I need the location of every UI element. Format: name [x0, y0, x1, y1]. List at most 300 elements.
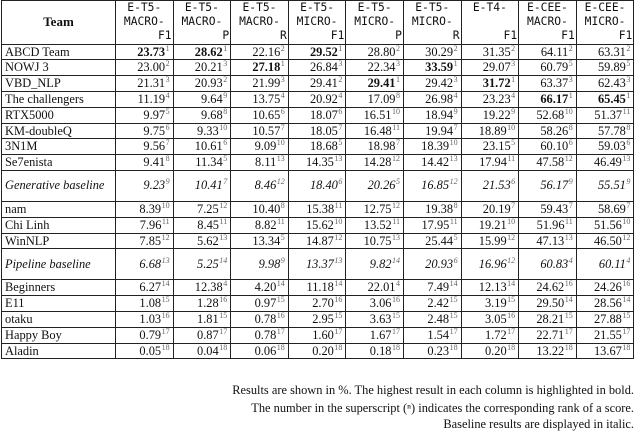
score-value: 0.06 — [254, 343, 277, 358]
score-cell — [288, 233, 346, 249]
team-name: Aladin — [2, 343, 116, 359]
score-cell — [173, 311, 231, 327]
score-value: 24.62 — [536, 280, 565, 295]
rank-superscript: 11 — [449, 217, 458, 226]
score-value: 4.20 — [254, 280, 277, 295]
rank-superscript: 16 — [391, 295, 400, 305]
score-value: 56.17 — [540, 178, 569, 193]
score-cell — [116, 60, 174, 76]
team-name: WinNLP — [2, 233, 116, 249]
rank-superscript: 14 — [391, 255, 400, 265]
rank-superscript: 1 — [568, 91, 573, 100]
score-value: 57.78 — [597, 123, 626, 138]
score-cell — [576, 123, 634, 139]
score-value: 16.48 — [363, 123, 392, 138]
rank-superscript: 3 — [165, 75, 170, 85]
score-value: 27.18 — [252, 60, 281, 75]
rank-superscript: 13 — [391, 233, 400, 242]
score-cell — [403, 76, 461, 92]
rank-superscript: 4 — [568, 255, 573, 265]
score-value: 13.22 — [536, 343, 565, 358]
score-cell — [288, 139, 346, 155]
score-value: 17.95 — [421, 217, 450, 232]
score-value: 17.09 — [367, 92, 396, 106]
score-value: 19.21 — [478, 217, 507, 232]
rank-superscript: 7 — [511, 201, 516, 210]
rank-superscript: 9 — [280, 255, 285, 265]
rank-superscript: 3 — [568, 75, 573, 85]
score-cell — [403, 280, 461, 296]
rank-superscript: 1 — [165, 44, 170, 53]
score-cell — [231, 217, 289, 233]
score-cell — [346, 155, 404, 171]
score-cell — [519, 201, 577, 217]
column-header-line: F1 — [157, 29, 172, 43]
score-value: 28.21 — [536, 311, 565, 326]
score-value: 20.93 — [194, 76, 223, 91]
column-header-line: F1 — [503, 29, 518, 43]
rank-superscript: 4 — [165, 91, 170, 100]
score-cell — [116, 296, 174, 312]
score-value: 0.23 — [427, 343, 450, 358]
rank-superscript: 14 — [449, 279, 458, 289]
column-header-line: E-T5- — [242, 1, 277, 14]
score-value: 20.26 — [367, 178, 396, 193]
footnote-highlight: Results are shown in %. The highest result in each column is highlighted in bold. — [232, 383, 634, 397]
rank-superscript: 9 — [511, 107, 516, 116]
score-cell — [231, 296, 289, 312]
rank-superscript: 13 — [334, 154, 343, 164]
rank-superscript: 16 — [564, 279, 573, 289]
score-cell — [173, 44, 231, 60]
score-cell — [346, 311, 404, 327]
score-value: 10.40 — [252, 201, 281, 216]
score-value: 59.03 — [597, 139, 626, 154]
rank-superscript: 10 — [161, 201, 170, 210]
score-cell — [519, 296, 577, 312]
team-name: Chi Linh — [2, 217, 116, 233]
score-cell — [288, 107, 346, 123]
column-header-line: MICRO- — [584, 15, 626, 29]
rank-superscript: 5 — [165, 107, 170, 116]
rank-superscript: 15 — [219, 311, 228, 320]
score-value: 27.88 — [593, 311, 622, 326]
column-header-line: E-T5- — [300, 1, 335, 14]
score-value: 55.51 — [597, 178, 626, 193]
rank-superscript: 17 — [507, 327, 516, 336]
rank-superscript: 13 — [276, 154, 285, 164]
rank-superscript: 3 — [280, 75, 285, 85]
score-cell — [116, 233, 174, 249]
score-value: 51.37 — [594, 107, 623, 122]
score-cell — [461, 92, 519, 108]
score-value: 7.85 — [139, 233, 162, 248]
score-cell — [231, 201, 289, 217]
rank-superscript: 6 — [568, 138, 573, 148]
score-value: 0.04 — [197, 343, 219, 358]
score-cell — [288, 296, 346, 312]
rank-superscript: 15 — [564, 311, 573, 320]
score-cell — [173, 280, 231, 296]
score-value: 21.31 — [137, 76, 166, 91]
score-value: 29.41 — [309, 76, 338, 91]
score-cell — [173, 343, 231, 359]
score-value: 23.23 — [482, 92, 511, 106]
column-header-line: E-T5- — [184, 1, 219, 14]
score-cell — [346, 280, 404, 296]
table-row — [2, 280, 634, 296]
score-value: 17.94 — [479, 155, 507, 170]
score-value: 22.34 — [367, 60, 396, 75]
score-cell — [461, 249, 519, 280]
rank-superscript: 4 — [626, 255, 631, 265]
column-header-line: F1 — [618, 29, 633, 43]
rank-superscript: 5 — [395, 177, 400, 187]
rank-superscript: 8 — [568, 123, 573, 132]
score-cell — [403, 92, 461, 108]
score-value: 18.94 — [425, 107, 454, 122]
rank-superscript: 12 — [334, 233, 343, 242]
score-cell — [461, 155, 519, 171]
rank-superscript: 12 — [219, 201, 228, 210]
score-value: 7.96 — [139, 217, 162, 232]
column-header-line: MICRO- — [354, 15, 396, 29]
column-header-line: E-CEE- — [527, 1, 568, 14]
score-cell — [116, 217, 174, 233]
score-cell — [461, 60, 519, 76]
rank-superscript: 3 — [223, 59, 228, 69]
rank-superscript: 3 — [453, 75, 458, 85]
score-value: 1.54 — [427, 327, 450, 342]
rank-superscript: 17 — [622, 327, 631, 336]
score-cell — [288, 123, 346, 139]
score-cell — [403, 343, 461, 359]
score-value: 60.11 — [598, 256, 626, 271]
score-cell — [173, 217, 231, 233]
score-value: 22.71 — [536, 327, 565, 342]
score-cell — [231, 60, 289, 76]
rank-superscript: 15 — [334, 311, 343, 320]
rank-superscript: 10 — [334, 217, 343, 226]
rank-superscript: 16 — [219, 295, 228, 305]
score-cell — [461, 233, 519, 249]
rank-superscript: 11 — [334, 201, 343, 210]
column-header — [346, 1, 404, 45]
score-value: 3.63 — [369, 311, 392, 326]
score-value: 60.79 — [540, 60, 569, 75]
team-name: KM-doubleQ — [2, 123, 116, 139]
table-row — [2, 123, 634, 139]
score-value: 65.45 — [597, 92, 626, 106]
table-row — [2, 60, 634, 76]
score-cell — [231, 123, 289, 139]
team-name: Beginners — [2, 280, 116, 296]
score-cell — [403, 311, 461, 327]
rank-superscript: 17 — [449, 327, 458, 336]
score-value: 46.49 — [593, 155, 622, 170]
rank-superscript: 4 — [223, 279, 228, 289]
score-cell — [403, 327, 461, 343]
score-value: 15.38 — [306, 201, 335, 216]
column-header — [231, 1, 289, 45]
team-name: Generative baseline — [2, 170, 116, 201]
rank-superscript: 14 — [161, 279, 170, 289]
score-value: 14.35 — [305, 155, 334, 170]
score-value: 30.29 — [425, 44, 454, 59]
score-cell — [461, 107, 519, 123]
score-cell — [116, 44, 174, 60]
score-value: 0.20 — [484, 343, 507, 358]
score-value: 64.11 — [540, 44, 569, 59]
table-row — [2, 155, 634, 171]
footnote-italic: Baseline results are displayed in italic. — [443, 417, 634, 431]
table-row — [2, 44, 634, 60]
rank-superscript: 18 — [219, 343, 228, 352]
score-cell — [288, 280, 346, 296]
score-value: 31.35 — [482, 44, 511, 59]
rank-superscript: 11 — [565, 217, 573, 226]
rank-superscript: 3 — [511, 59, 516, 69]
team-name: The challengers — [2, 92, 116, 108]
rank-superscript: 14 — [507, 279, 516, 289]
column-header — [519, 1, 577, 45]
score-cell — [173, 92, 231, 108]
score-value: 0.18 — [369, 343, 392, 358]
rank-superscript: 7 — [280, 123, 285, 132]
score-value: 10.61 — [194, 139, 223, 154]
score-cell — [403, 44, 461, 60]
score-value: 46.50 — [593, 233, 622, 248]
score-cell — [288, 92, 346, 108]
rank-superscript: 4 — [280, 91, 285, 100]
rank-superscript: 1 — [453, 59, 458, 69]
score-value: 28.80 — [367, 44, 396, 59]
rank-superscript: 18 — [507, 343, 516, 352]
score-cell — [116, 123, 174, 139]
score-cell — [288, 155, 346, 171]
score-cell — [173, 249, 231, 280]
score-cell — [461, 343, 519, 359]
score-value: 19.94 — [425, 123, 454, 138]
score-value: 1.60 — [312, 327, 334, 342]
rank-superscript: 16 — [276, 311, 285, 320]
score-cell — [576, 155, 634, 171]
table-row — [2, 311, 634, 327]
column-header-line — [463, 15, 518, 29]
score-cell — [173, 155, 231, 171]
score-cell — [519, 92, 577, 108]
score-value: 16.96 — [478, 256, 507, 271]
score-cell — [231, 233, 289, 249]
score-value: 8.39 — [139, 201, 162, 216]
rank-superscript: 18 — [276, 343, 285, 352]
score-value: 9.64 — [201, 92, 223, 106]
rank-superscript: 6 — [511, 177, 516, 187]
team-name: 3N1M — [2, 139, 116, 155]
score-cell — [288, 170, 346, 201]
score-value: 10.57 — [252, 123, 281, 138]
score-value: 18.05 — [309, 123, 338, 138]
score-value: 6.68 — [139, 256, 162, 271]
score-value: 8.11 — [255, 155, 277, 170]
score-value: 2.42 — [427, 296, 450, 311]
rank-superscript: 17 — [161, 327, 170, 336]
table-body — [2, 44, 634, 359]
column-header — [403, 1, 461, 45]
score-cell — [576, 60, 634, 76]
score-value: 12.38 — [194, 280, 223, 295]
rank-superscript: 14 — [276, 279, 285, 289]
score-cell — [231, 44, 289, 60]
column-header-line: R — [279, 29, 287, 43]
rank-superscript: 2 — [453, 44, 458, 53]
score-cell — [519, 249, 577, 280]
score-cell — [519, 217, 577, 233]
score-value: 9.23 — [143, 178, 166, 193]
score-cell — [346, 60, 404, 76]
rank-superscript: 11 — [622, 107, 631, 116]
score-cell — [231, 107, 289, 123]
score-value: 7.49 — [427, 280, 450, 295]
rank-superscript: 18 — [391, 343, 400, 352]
score-cell — [116, 343, 174, 359]
score-cell — [116, 280, 174, 296]
score-value: 63.31 — [597, 44, 626, 59]
rank-superscript: 14 — [219, 255, 228, 265]
rank-superscript: 9 — [626, 177, 631, 187]
score-cell — [116, 201, 174, 217]
score-value: 12.13 — [478, 280, 507, 295]
score-cell — [461, 44, 519, 60]
score-value: 47.13 — [536, 233, 565, 248]
score-value: 28.56 — [593, 296, 622, 311]
score-value: 9.41 — [143, 155, 166, 170]
score-value: 26.84 — [309, 60, 338, 75]
score-cell — [288, 343, 346, 359]
score-cell — [403, 296, 461, 312]
score-cell — [116, 311, 174, 327]
score-cell — [231, 311, 289, 327]
score-value: 3.06 — [369, 296, 392, 311]
score-value: 13.75 — [252, 92, 281, 106]
score-value: 1.08 — [139, 296, 162, 311]
score-value: 22.01 — [367, 280, 396, 295]
score-value: 62.43 — [597, 76, 626, 91]
score-value: 18.89 — [478, 123, 507, 138]
score-cell — [346, 44, 404, 60]
rank-superscript: 12 — [391, 201, 400, 210]
rank-superscript: 12 — [564, 154, 573, 164]
team-name: NOWJ 3 — [2, 60, 116, 76]
rank-superscript: 6 — [338, 177, 343, 187]
score-cell — [231, 343, 289, 359]
score-cell — [173, 139, 231, 155]
score-cell — [346, 76, 404, 92]
score-cell — [346, 327, 404, 343]
score-cell — [403, 123, 461, 139]
rank-superscript: 11 — [161, 217, 170, 226]
score-cell — [346, 201, 404, 217]
score-cell — [519, 60, 577, 76]
rank-superscript: 17 — [564, 327, 573, 336]
score-cell — [346, 92, 404, 108]
score-value: 51.56 — [593, 217, 622, 232]
rank-superscript: 13 — [449, 154, 458, 164]
score-cell — [576, 107, 634, 123]
score-value: 12.75 — [363, 201, 392, 216]
rank-superscript: 15 — [622, 311, 631, 320]
score-value: 28.62 — [194, 44, 223, 59]
rank-superscript: 16 — [622, 279, 631, 289]
rank-superscript: 1 — [223, 44, 228, 53]
score-value: 13.67 — [593, 343, 622, 358]
score-cell — [519, 76, 577, 92]
rank-superscript: 10 — [564, 107, 573, 116]
rank-superscript: 9 — [453, 107, 458, 116]
rank-superscript: 16 — [507, 311, 516, 320]
score-cell — [116, 76, 174, 92]
score-value: 0.97 — [254, 296, 277, 311]
rank-superscript: 5 — [280, 233, 285, 242]
score-cell — [288, 217, 346, 233]
score-cell — [461, 201, 519, 217]
score-value: 63.37 — [540, 76, 569, 91]
rank-superscript: 1 — [626, 91, 631, 100]
score-cell — [173, 123, 231, 139]
rank-superscript: 13 — [161, 255, 170, 265]
column-header — [576, 1, 634, 45]
column-header-line: MACRO- — [239, 15, 280, 29]
column-header-line: R — [452, 29, 460, 43]
score-value: 1.72 — [484, 327, 507, 342]
column-header — [116, 1, 174, 45]
rank-superscript: 13 — [564, 233, 573, 242]
rank-superscript: 5 — [568, 59, 573, 69]
score-value: 9.56 — [143, 139, 166, 154]
score-cell — [403, 217, 461, 233]
score-cell — [403, 139, 461, 155]
score-value: 29.07 — [482, 60, 511, 75]
score-value: 21.99 — [252, 76, 281, 91]
rank-superscript: 17 — [219, 327, 228, 336]
rank-superscript: 7 — [453, 123, 458, 132]
score-cell — [116, 139, 174, 155]
score-cell — [346, 233, 404, 249]
score-cell — [576, 201, 634, 217]
score-value: 0.78 — [254, 327, 277, 342]
rank-superscript: 5 — [223, 154, 228, 164]
score-cell — [403, 107, 461, 123]
header-row — [2, 1, 634, 45]
score-cell — [576, 280, 634, 296]
rank-superscript: 6 — [453, 255, 458, 265]
score-value: 18.68 — [309, 139, 338, 154]
rank-superscript: 18 — [622, 343, 631, 352]
score-value: 29.42 — [425, 76, 454, 91]
rank-superscript: 1 — [395, 75, 400, 85]
score-cell — [576, 249, 634, 280]
score-value: 18.40 — [309, 178, 338, 193]
rank-superscript: 6 — [626, 138, 631, 148]
score-value: 8.46 — [254, 178, 277, 193]
table-row — [2, 233, 634, 249]
baseline-row — [2, 249, 634, 280]
score-value: 0.87 — [197, 327, 219, 342]
table-row — [2, 107, 634, 123]
score-cell — [403, 233, 461, 249]
score-value: 2.70 — [312, 296, 334, 311]
score-cell — [576, 311, 634, 327]
